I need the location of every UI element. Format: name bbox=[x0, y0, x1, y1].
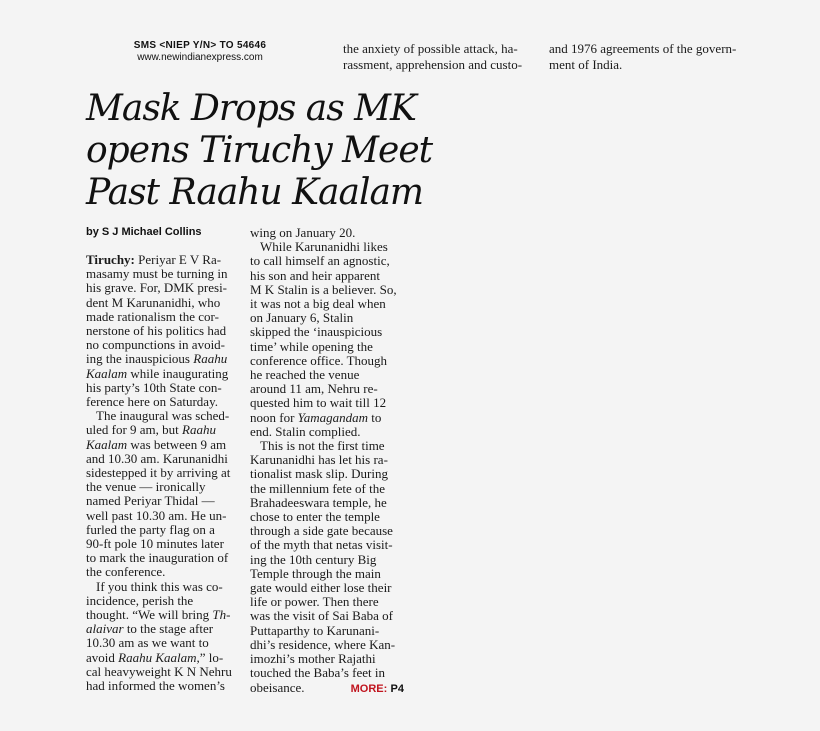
headline-line: Past Raahu Kaalam bbox=[86, 172, 424, 213]
text: thought. “We will bring bbox=[86, 607, 213, 623]
italic-text: Kaalam bbox=[86, 436, 128, 452]
text: incidence, perish the bbox=[86, 592, 194, 608]
text-line: rassment, apprehension and custo- bbox=[343, 57, 523, 72]
text: M K Stalin is a believer. So, bbox=[250, 281, 397, 297]
text: and 10.30 am. Karunanidhi bbox=[86, 450, 228, 466]
text: end. Stalin complied. bbox=[250, 423, 361, 439]
italic-text: Raahu bbox=[182, 422, 216, 438]
text: his son and heir apparent bbox=[250, 267, 380, 283]
paragraph bbox=[86, 580, 236, 694]
text: dent M Karunanidhi, who bbox=[86, 294, 221, 310]
text: masamy must be turning in bbox=[86, 266, 228, 282]
text: it was not a big deal when bbox=[250, 296, 386, 312]
text: gate would either lose their bbox=[250, 580, 392, 596]
text: 10.30 am as we want to bbox=[86, 635, 209, 651]
headline-line: opens Tiruchy Meet bbox=[86, 130, 433, 171]
continued-page: P4 bbox=[390, 682, 404, 695]
text: ing the 10th century Big bbox=[250, 551, 377, 567]
text: furled the party flag on a bbox=[86, 521, 215, 537]
text-line: and 1976 agreements of the govern- bbox=[549, 41, 737, 56]
text: life or power. Then there bbox=[250, 594, 379, 610]
text: no compunctions in avoid- bbox=[86, 337, 226, 353]
text: This is not the first time bbox=[260, 438, 385, 454]
text: uled for 9 am, but bbox=[86, 422, 183, 438]
paragraph bbox=[86, 409, 236, 579]
text: The inaugural was sched- bbox=[96, 408, 230, 424]
italic-text: Raahu bbox=[193, 351, 228, 367]
text: wing on January 20. bbox=[250, 225, 356, 240]
more-label: MORE: bbox=[350, 682, 388, 695]
text: ference here on Saturday. bbox=[86, 394, 218, 410]
headline bbox=[86, 88, 433, 214]
text: around 11 am, Nehru re- bbox=[250, 381, 378, 397]
text: to the stage after bbox=[123, 621, 214, 637]
text: sidestepped it by arriving at bbox=[86, 465, 231, 481]
text: conference office. Though bbox=[250, 352, 388, 368]
text: noon for bbox=[250, 409, 298, 425]
text: was between 9 am bbox=[127, 436, 227, 452]
text: was the visit of Sai Baba of bbox=[250, 608, 393, 624]
dateline: Tiruchy: bbox=[86, 252, 135, 267]
top-column-right bbox=[549, 41, 745, 73]
text: of the myth that netas visit- bbox=[250, 537, 393, 553]
text: imozhi’s mother Rajathi bbox=[250, 651, 376, 667]
text: tionalist mask slip. During bbox=[250, 466, 388, 482]
paragraph bbox=[250, 439, 410, 695]
text: touched the Baba’s feet in bbox=[250, 665, 386, 681]
italic-text: Th- bbox=[212, 607, 231, 623]
text: obeisance. bbox=[250, 679, 305, 695]
text: quested him to wait till 12 bbox=[250, 395, 387, 411]
text: to bbox=[368, 409, 382, 425]
text: ing the inauspicious bbox=[86, 351, 194, 367]
italic-text: alaivar bbox=[86, 621, 124, 637]
text: made rationalism the cor- bbox=[86, 308, 219, 324]
text: skipped the ‘inauspicious bbox=[250, 324, 383, 340]
text: Puttaparthy to Karunani- bbox=[250, 622, 380, 638]
text: avoid bbox=[86, 649, 119, 665]
paragraph bbox=[86, 253, 236, 409]
continued-marker bbox=[341, 681, 404, 696]
sms-line: SMS <NIEP Y/N> TO 54646 bbox=[133, 40, 267, 51]
text: dhi’s residence, where Kan- bbox=[250, 636, 396, 652]
italic-text: Yamagandam bbox=[297, 409, 368, 425]
article-column-1 bbox=[86, 253, 236, 693]
text: Brahadeeswara temple, he bbox=[250, 494, 387, 510]
text: named Periyar Thidal — bbox=[86, 493, 215, 509]
paragraph bbox=[250, 240, 410, 439]
text: the millennium fete of the bbox=[250, 480, 386, 496]
article-column-2 bbox=[250, 226, 410, 696]
text: to mark the inauguration of bbox=[86, 550, 229, 566]
text-line: ment of India. bbox=[549, 57, 623, 72]
text: on January 6, Stalin bbox=[250, 310, 354, 326]
text: while inaugurating bbox=[127, 365, 229, 381]
text: his grave. For, DMK presi- bbox=[86, 280, 228, 296]
text: had informed the women’s bbox=[86, 678, 225, 694]
paragraph bbox=[250, 226, 410, 240]
text: the conference. bbox=[86, 564, 166, 580]
text: the venue — ironically bbox=[86, 479, 206, 495]
text: chose to enter the temple bbox=[250, 509, 380, 525]
text-line: the anxiety of possible attack, ha- bbox=[343, 41, 518, 56]
website-url: www.newindianexpress.com bbox=[137, 52, 263, 63]
text: to call himself an agnostic, bbox=[250, 253, 390, 269]
italic-text: Kaalam bbox=[86, 365, 128, 381]
text: he reached the venue bbox=[250, 367, 360, 383]
text: 90-ft pole 10 minutes later bbox=[86, 536, 224, 552]
text: his party’s 10th State con- bbox=[86, 379, 222, 395]
text: If you think this was co- bbox=[96, 578, 223, 594]
text: While Karunanidhi likes bbox=[260, 239, 388, 255]
text: time’ while opening the bbox=[250, 338, 373, 354]
text: nerstone of his politics had bbox=[86, 323, 227, 339]
text: ” lo- bbox=[199, 649, 224, 665]
text: Periyar E V Ra- bbox=[134, 252, 222, 267]
byline: by S J Michael Collins bbox=[86, 226, 202, 238]
text: Karunanidhi has let his ra- bbox=[250, 452, 388, 468]
text: through a side gate because bbox=[250, 523, 393, 539]
sms-promo bbox=[110, 40, 290, 64]
text: well past 10.30 am. He un- bbox=[86, 507, 227, 523]
headline-line: Mask Drops as MK bbox=[86, 88, 416, 129]
text: Temple through the main bbox=[250, 565, 381, 581]
italic-text: Raahu Kaalam, bbox=[118, 649, 200, 665]
top-column-middle bbox=[343, 41, 539, 73]
text: cal heavyweight K N Nehru bbox=[86, 663, 232, 679]
